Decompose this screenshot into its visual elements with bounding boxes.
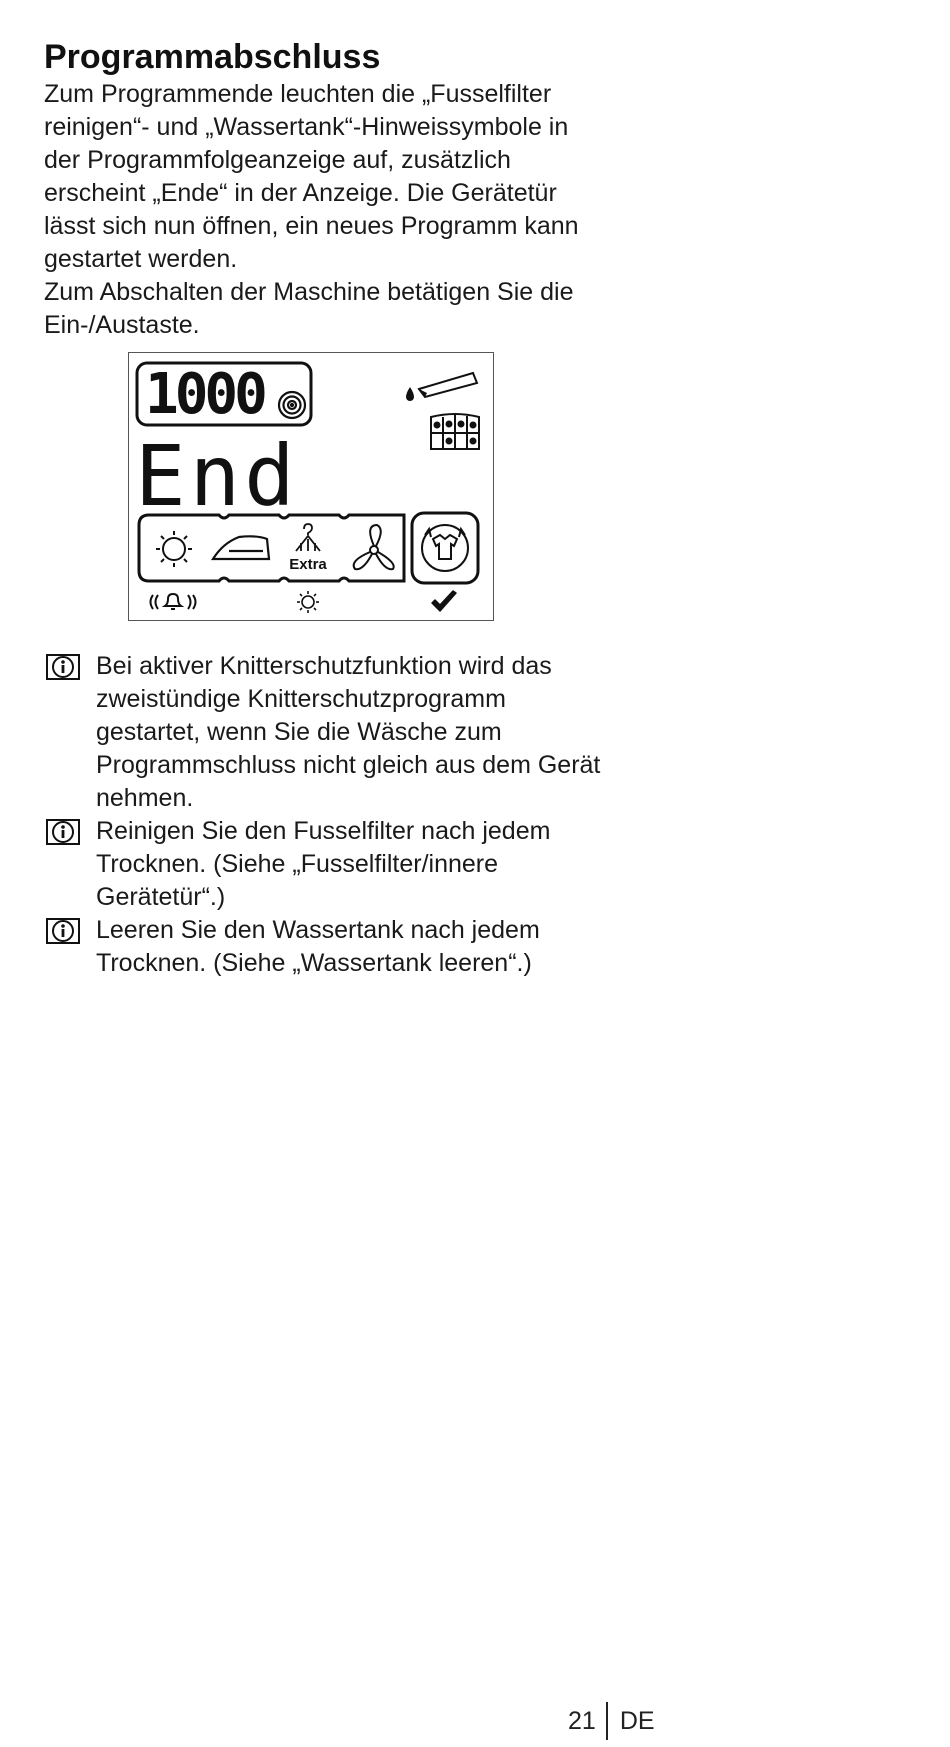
hanger-icon <box>296 524 320 551</box>
indicator-sun-icon <box>297 591 319 613</box>
note-water-tank <box>46 914 616 980</box>
page-footer <box>568 1701 655 1741</box>
iron-icon <box>213 536 269 559</box>
note-text: Leeren Sie den Wassertank nach jedem Trocknen. (Siehe „Wassertank leeren“.) <box>96 916 540 977</box>
language-code: DE <box>619 1706 655 1735</box>
note-text: Bei aktiver Knitterschutzfunktion wird das zweistündige Knitterschutzprogramm gestartet, wenn Sie die Wäsche zum Programmschluss nicht gleich aus dem Gerät nehmen. <box>96 652 601 812</box>
info-icon <box>46 918 80 944</box>
status-display: End <box>135 427 299 525</box>
notes-list <box>46 650 616 980</box>
paragraph-switch-off: Zum Abschalten der Maschine betätigen Sie die Ein-/Austaste. <box>44 278 574 339</box>
section-body <box>44 78 604 342</box>
note-anti-crease <box>46 650 616 815</box>
fan-icon <box>354 525 394 569</box>
page-title: Programmabschluss <box>44 38 381 76</box>
speed-value: 1000 <box>145 362 264 427</box>
check-icon <box>432 591 456 611</box>
page-number: 21 <box>568 1706 596 1735</box>
display-illustration <box>128 352 494 621</box>
spin-icon <box>279 392 305 418</box>
lint-filter-icon <box>431 414 479 449</box>
info-icon <box>46 654 80 680</box>
info-icon <box>46 819 80 845</box>
note-lint-filter <box>46 815 616 914</box>
extra-label: Extra <box>289 556 327 573</box>
note-text: Reinigen Sie den Fusselfilter nach jedem Trocknen. (Siehe „Fusselfilter/innere Gerätetür“.) <box>96 817 551 911</box>
water-tank-icon <box>406 373 477 401</box>
paragraph-program-end: Zum Programmende leuchten die „Fusselfilter reinigen“- und „Wassertank“-Hinweissymbole in der Programmfolgeanzeige auf, zusätzlich erscheint „Ende“ in der Anzeige. Die Gerätetür lässt sich nun öffnen, ein neues Programm kann gestartet werden. <box>44 80 579 273</box>
sun-icon <box>156 531 192 567</box>
anti-crease-icon <box>422 525 468 571</box>
alarm-bell-icon <box>151 594 196 609</box>
footer-divider <box>606 1702 608 1740</box>
